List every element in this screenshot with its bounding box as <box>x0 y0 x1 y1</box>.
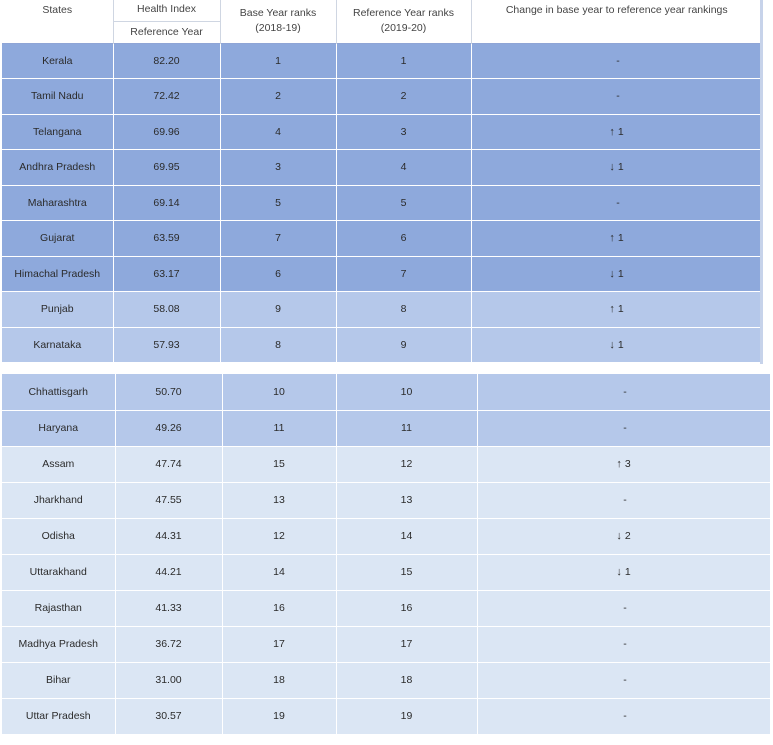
state-cell: Rajasthan <box>2 590 115 626</box>
table-row <box>2 150 762 186</box>
reference-rank-cell: 9 <box>336 327 471 363</box>
table-row <box>2 43 762 79</box>
change-value: - <box>623 602 627 614</box>
table-row <box>2 185 762 221</box>
arrow-down-icon: ↓ <box>609 338 615 351</box>
state-cell: Telangana <box>2 114 113 150</box>
arrow-down-icon: ↓ <box>616 530 622 542</box>
table-row <box>2 554 770 590</box>
health-index-cell: 63.59 <box>113 221 220 257</box>
ranking-change-cell <box>471 327 762 363</box>
state-cell: Haryana <box>2 410 115 446</box>
base-rank-cell: 16 <box>222 590 336 626</box>
reference-rank-cell: 19 <box>336 698 477 734</box>
state-cell: Himachal Pradesh <box>2 256 113 292</box>
health-index-cell: 58.08 <box>113 292 220 328</box>
state-cell: Gujarat <box>2 221 113 257</box>
base-rank-cell: 10 <box>222 374 336 410</box>
health-index-cell: 30.57 <box>115 698 222 734</box>
ranking-change-cell <box>477 698 770 734</box>
change-value: - <box>623 674 627 686</box>
change-value: - <box>616 90 620 103</box>
ranking-change-cell <box>471 79 762 115</box>
table-body-bottom <box>2 374 770 734</box>
ranking-change-cell <box>471 114 762 150</box>
base-rank-cell: 9 <box>220 292 336 328</box>
state-cell: Madhya Pradesh <box>2 626 115 662</box>
change-value: 1 <box>617 303 624 316</box>
header-row <box>2 0 762 43</box>
reference-rank-cell: 18 <box>336 662 477 698</box>
reference-rank-cell: 1 <box>336 43 471 79</box>
health-index-cell: 44.31 <box>115 518 222 554</box>
table-row <box>2 79 762 115</box>
change-value: - <box>616 54 620 67</box>
table-right-edge <box>760 0 763 364</box>
base-rank-cell: 3 <box>220 150 336 186</box>
health-index-cell: 69.95 <box>113 150 220 186</box>
ranking-change-cell <box>471 256 762 292</box>
health-index-table-bottom <box>2 374 771 735</box>
table-row <box>2 698 770 734</box>
ranking-change-cell <box>477 662 770 698</box>
state-cell: Chhattisgarh <box>2 374 115 410</box>
base-rank-cell: 14 <box>222 554 336 590</box>
base-rank-cell: 17 <box>222 626 336 662</box>
base-rank-cell: 18 <box>222 662 336 698</box>
reference-rank-cell: 5 <box>336 185 471 221</box>
table-row <box>2 518 770 554</box>
arrow-up-icon: ↑ <box>616 458 622 470</box>
change-value: 1 <box>617 161 624 174</box>
base-rank-cell: 4 <box>220 114 336 150</box>
health-index-cell: 47.74 <box>115 446 222 482</box>
table-body-top <box>2 43 762 363</box>
base-rank-cell: 8 <box>220 327 336 363</box>
health-index-cell: 63.17 <box>113 256 220 292</box>
state-cell: Maharashtra <box>2 185 113 221</box>
table-row <box>2 410 770 446</box>
change-value: 2 <box>624 530 631 542</box>
base-rank-cell: 1 <box>220 43 336 79</box>
state-cell: Odisha <box>2 518 115 554</box>
reference-rank-cell: 12 <box>336 446 477 482</box>
health-index-cell: 50.70 <box>115 374 222 410</box>
ranking-change-cell <box>471 150 762 186</box>
state-cell: Uttarakhand <box>2 554 115 590</box>
base-rank-cell: 6 <box>220 256 336 292</box>
arrow-down-icon: ↓ <box>616 566 622 578</box>
ranking-change-cell <box>471 185 762 221</box>
state-cell: Assam <box>2 446 115 482</box>
reference-rank-cell: 15 <box>336 554 477 590</box>
arrow-up-icon: ↑ <box>609 303 615 316</box>
table-row <box>2 292 762 328</box>
change-value: 1 <box>617 267 624 280</box>
reference-rank-cell: 10 <box>336 374 477 410</box>
base-rank-cell: 13 <box>222 482 336 518</box>
health-index-cell: 82.20 <box>113 43 220 79</box>
header-base-rank: Base Year ranks (2018-19) <box>220 0 336 43</box>
change-value: - <box>616 196 620 209</box>
base-rank-cell: 5 <box>220 185 336 221</box>
change-value: 1 <box>617 232 624 245</box>
ranking-change-cell <box>471 221 762 257</box>
ranking-change-cell <box>477 410 770 446</box>
base-rank-cell: 19 <box>222 698 336 734</box>
health-index-cell: 72.42 <box>113 79 220 115</box>
table-row <box>2 374 770 410</box>
table-row <box>2 626 770 662</box>
reference-rank-cell: 3 <box>336 114 471 150</box>
base-rank-cell: 7 <box>220 221 336 257</box>
table-row <box>2 256 762 292</box>
base-rank-cell: 11 <box>222 410 336 446</box>
ranking-change-cell <box>477 446 770 482</box>
ranking-change-cell <box>477 518 770 554</box>
change-value: - <box>623 710 627 722</box>
reference-rank-cell: 6 <box>336 221 471 257</box>
arrow-down-icon: ↓ <box>609 267 615 280</box>
base-rank-cell: 12 <box>222 518 336 554</box>
state-cell: Karnataka <box>2 327 113 363</box>
table-row <box>2 662 770 698</box>
health-index-table-top <box>2 0 763 363</box>
base-rank-cell: 2 <box>220 79 336 115</box>
state-cell: Uttar Pradesh <box>2 698 115 734</box>
health-index-cell: 31.00 <box>115 662 222 698</box>
health-index-cell: 69.14 <box>113 185 220 221</box>
ranking-change-cell <box>471 43 762 79</box>
reference-rank-cell: 2 <box>336 79 471 115</box>
reference-rank-cell: 16 <box>336 590 477 626</box>
arrow-up-icon: ↑ <box>609 232 615 245</box>
table-row <box>2 114 762 150</box>
change-value: - <box>623 638 627 650</box>
table-row <box>2 327 762 363</box>
section-gap <box>0 364 773 374</box>
change-value: - <box>623 494 627 506</box>
arrow-up-icon: ↑ <box>609 125 615 138</box>
ranking-change-cell <box>477 590 770 626</box>
change-value: - <box>623 422 627 434</box>
header-states: States <box>2 0 113 43</box>
state-cell: Tamil Nadu <box>2 79 113 115</box>
ranking-change-cell <box>471 292 762 328</box>
health-index-cell: 69.96 <box>113 114 220 150</box>
change-value: 3 <box>624 458 631 470</box>
table-row <box>2 446 770 482</box>
table-row <box>2 221 762 257</box>
state-cell: Andhra Pradesh <box>2 150 113 186</box>
state-cell: Punjab <box>2 292 113 328</box>
change-value: - <box>623 385 627 398</box>
state-cell: Jharkhand <box>2 482 115 518</box>
ranking-change-cell <box>477 374 770 410</box>
reference-rank-cell: 14 <box>336 518 477 554</box>
ranking-change-cell <box>477 482 770 518</box>
health-index-cell: 44.21 <box>115 554 222 590</box>
ranking-change-cell <box>477 554 770 590</box>
change-value: 1 <box>624 566 631 578</box>
state-cell: Kerala <box>2 43 113 79</box>
base-rank-cell: 15 <box>222 446 336 482</box>
reference-rank-cell: 17 <box>336 626 477 662</box>
health-index-cell: 47.55 <box>115 482 222 518</box>
health-index-cell: 41.33 <box>115 590 222 626</box>
reference-rank-cell: 4 <box>336 150 471 186</box>
health-index-cell: 57.93 <box>113 327 220 363</box>
ranking-change-cell <box>477 626 770 662</box>
reference-rank-cell: 8 <box>336 292 471 328</box>
arrow-down-icon: ↓ <box>609 161 615 174</box>
header-change: Change in base year to reference year rankings <box>471 0 762 43</box>
table-row <box>2 482 770 518</box>
table-row <box>2 590 770 626</box>
change-value: 1 <box>617 338 624 351</box>
state-cell: Bihar <box>2 662 115 698</box>
reference-rank-cell: 7 <box>336 256 471 292</box>
health-index-cell: 36.72 <box>115 626 222 662</box>
change-value: 1 <box>617 125 624 138</box>
reference-rank-cell: 11 <box>336 410 477 446</box>
reference-rank-cell: 13 <box>336 482 477 518</box>
health-index-cell: 49.26 <box>115 410 222 446</box>
header-health-index: Health Index Reference Year <box>113 0 220 43</box>
header-ref-rank: Reference Year ranks (2019-20) <box>336 0 471 43</box>
